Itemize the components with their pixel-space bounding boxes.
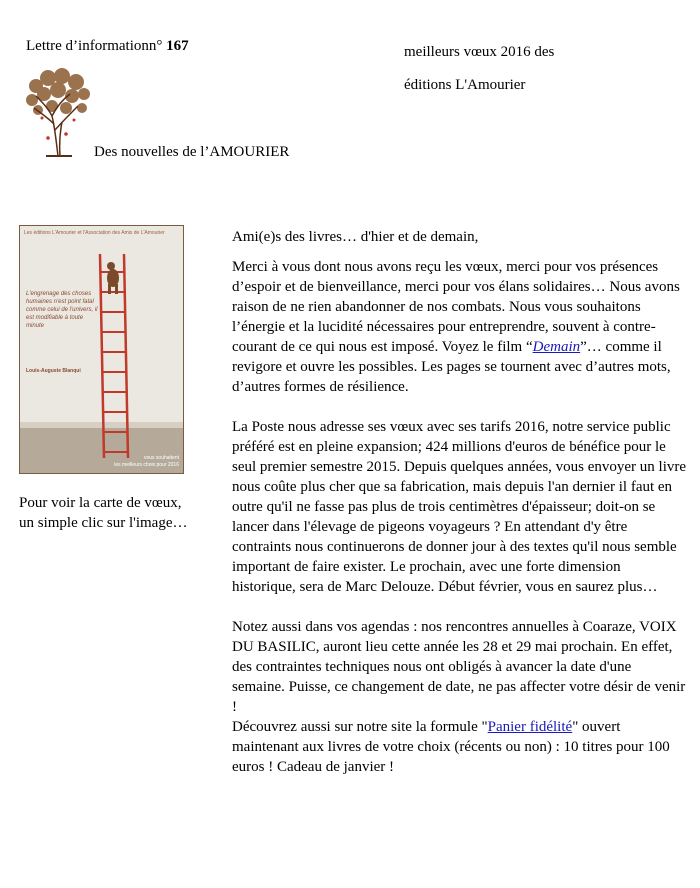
card-quote: L'engrenage des choses humaines n'est point fatal comme celui de l'univers, il est modifiable à toute minute bbox=[26, 291, 98, 329]
newsletter-label: Lettre d’informationn° bbox=[26, 38, 167, 54]
paragraph-thanks-text: Merci à vous dont nous avons reçu les vœux, merci pour vos présences d’espoir et de bienveillance, merci pour vos élans solidaires… Nous avons raison de ne rien abandonner de nos combats. Nous vous souhaitons l’énergie et la lucidité nécessaires pour entreprendre, souvent à contre-courant de ce qui nous est imposé. Voyez le film “ bbox=[232, 259, 680, 355]
card-footer-line-2: les meilleurs choix pour 2016 bbox=[114, 462, 179, 468]
paragraph-thanks-text-end: ”… comme il revigore et ouvre les possibles. Les pages se tournent avec d’autres mots, d’autres formes de résilience. bbox=[232, 339, 671, 395]
issue-number: 167 bbox=[166, 38, 189, 54]
panier-fidelite-link[interactable]: Panier fidélité bbox=[487, 719, 573, 735]
card-quote-author: Louis-Auguste Blanqui bbox=[26, 368, 81, 374]
greeting-line-1: meilleurs vœux 2016 des bbox=[404, 44, 555, 60]
paragraph-la-poste: La Poste nous adresse ses vœux avec ses tarifs 2016, notre service public préféré est en pleine expansion; 424 millions d'euros de bénéfice pour le seul premier semestre 2015. Depuis quelques années, vous envoyer un livre nous coûte plus cher que sa fabrication, mais depuis l'an dernier il faut en outre qu'il ne fasse pas plus de trois centimètres d'épaisseur; doit-on se lancer dans l'élevage de pigeons voyageurs ? En attendant d'y être contraints nous continuerons de donner jour à des textes qu'il nous semble important de faire exister. Le prochain, avec une forte dimension historique, sera de Marc Delouze. Début février, vous en saurez plus… bbox=[232, 419, 687, 595]
paragraph-agenda: Notez aussi dans vos agendas : nos rencontres annuelles à Coaraze, VOIX DU BASILIC, auront lieu cette année les 28 et 29 mai prochain. En effet, des contraintes techniques nous ont obligés à avancer la date d'une semaine. Puisse, ce changement de date, ne pas affecter votre désir de venir ! bbox=[232, 619, 686, 715]
greeting-line-2: éditions L'Amourier bbox=[404, 77, 526, 93]
greeting-card-image[interactable] bbox=[19, 225, 184, 474]
newsletter-body bbox=[232, 227, 687, 777]
card-footer-line-1: vous souhaitent bbox=[143, 455, 179, 461]
greeting-header bbox=[404, 36, 664, 102]
paragraph-panier-text: Découvrez aussi sur notre site la formule " bbox=[232, 719, 488, 735]
salutation: Ami(e)s des livres… d'hier et de demain, bbox=[232, 229, 479, 245]
card-caption: Pour voir la carte de vœux, un simple clic sur l'image… bbox=[19, 495, 188, 531]
newsletter-header bbox=[26, 38, 189, 55]
film-demain-link[interactable]: Demain bbox=[532, 339, 581, 355]
amourier-tree-logo bbox=[22, 68, 94, 160]
paragraph-panier bbox=[232, 717, 687, 777]
paragraph-panier-text-end: " ouvert maintenant aux livres de votre choix (récents ou non) : 10 titres pour 100 euros ! Cadeau de janvier ! bbox=[232, 719, 670, 775]
newsletter-subtitle: Des nouvelles de l’AMOURIER bbox=[94, 144, 290, 160]
ladder-illustration bbox=[20, 226, 183, 473]
card-publisher-text: Les éditions L'Amourier et l'Association des Amis de L'Amourier bbox=[24, 230, 165, 236]
paragraph-thanks bbox=[232, 257, 687, 397]
card-footer bbox=[89, 455, 179, 469]
